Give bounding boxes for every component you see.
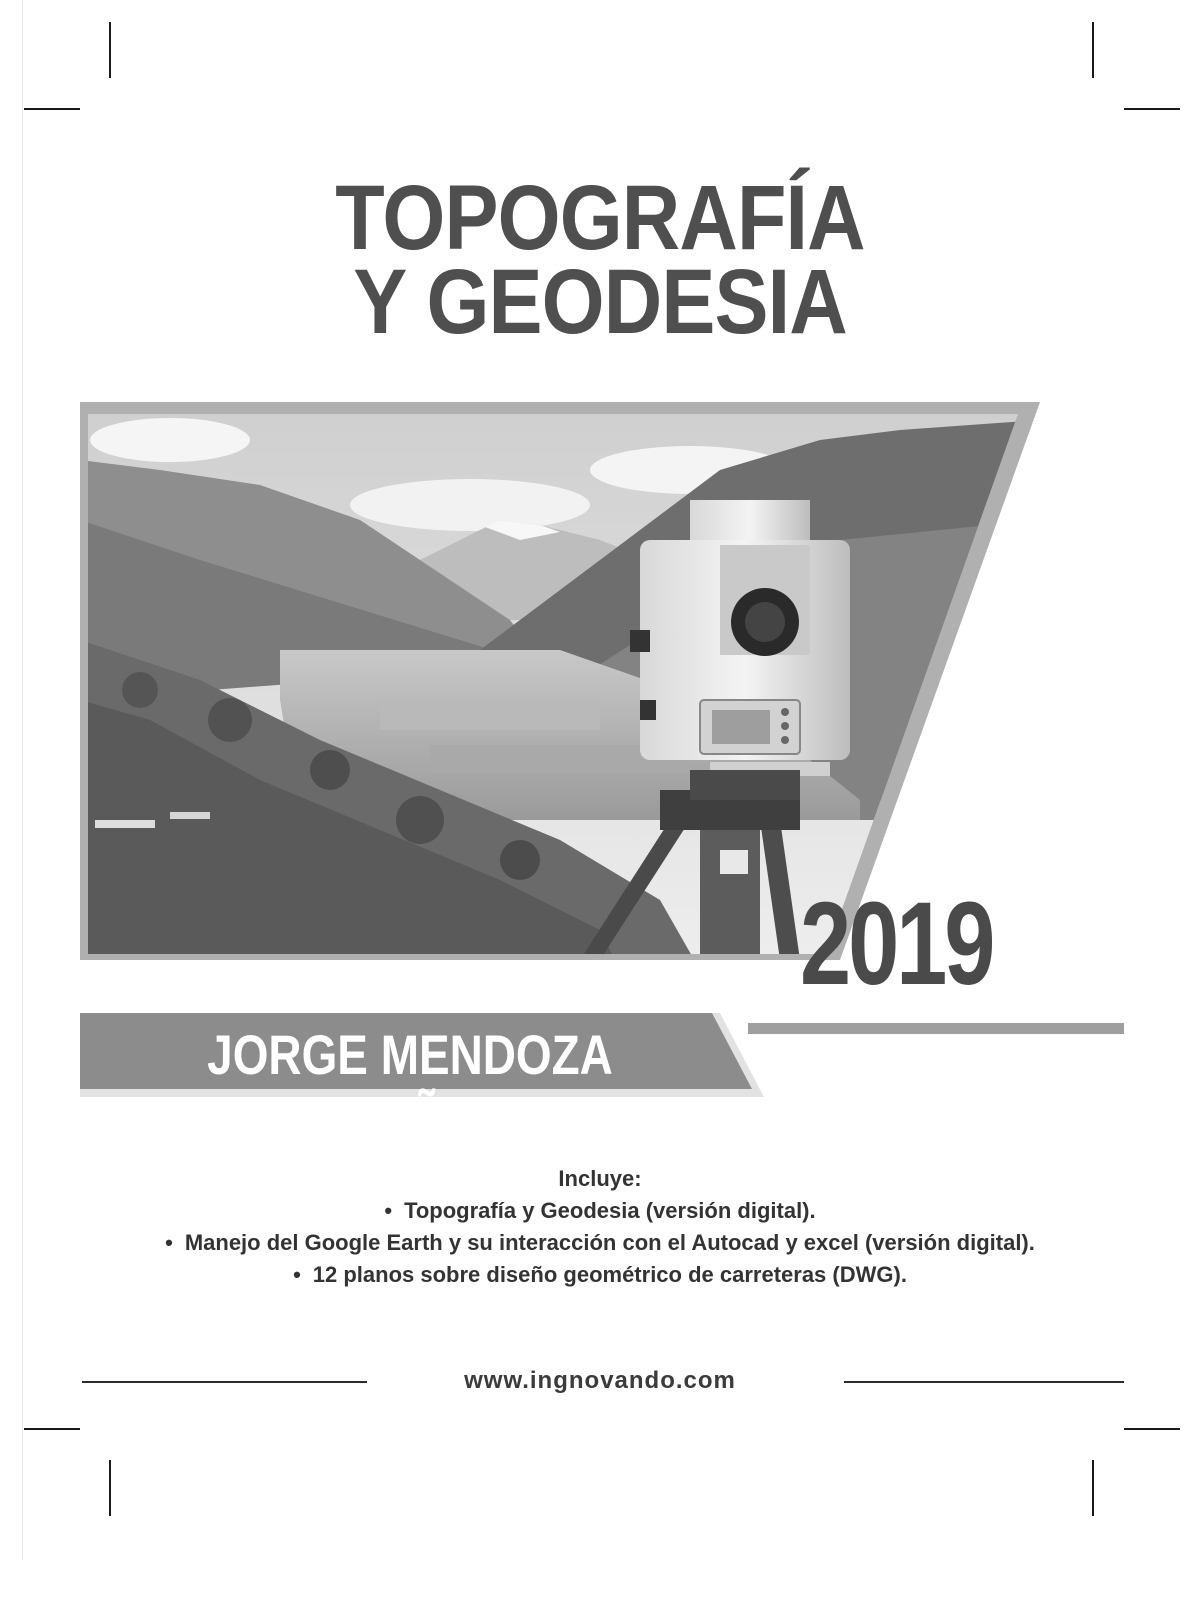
includes-item-text: 12 planos sobre diseño geométrico de carreteras (DWG). xyxy=(312,1262,907,1287)
cloud xyxy=(90,418,250,462)
website-link[interactable]: www.ingnovando.com xyxy=(464,1367,736,1394)
crop-mark-bottom-right-horizontal xyxy=(1124,1428,1180,1430)
crop-mark-bottom-right-vertical xyxy=(1092,1460,1094,1516)
crop-mark-bottom-left-horizontal xyxy=(24,1428,80,1430)
edition-year: 2019 xyxy=(800,878,993,1010)
includes-item-text: Topografía y Geodesia (versión digital). xyxy=(404,1198,816,1223)
book-title-line-2: Y GEODESIA xyxy=(353,251,847,353)
tree xyxy=(396,796,444,844)
field xyxy=(380,700,600,730)
includes-item xyxy=(0,1259,1200,1291)
includes-item-text: Manejo del Google Earth y su interacción con el Autocad y excel (versión digital). xyxy=(184,1230,1035,1255)
tree xyxy=(122,672,158,708)
book-title-line-1: TOPOGRAFÍA xyxy=(335,167,865,269)
includes-item xyxy=(0,1195,1200,1227)
roof xyxy=(95,820,155,828)
total-station xyxy=(630,500,850,800)
includes-item xyxy=(0,1227,1200,1259)
author-name: JORGE MENDOZA DUEÑAS xyxy=(207,1023,613,1150)
url-rule-right xyxy=(844,1381,1124,1383)
tree xyxy=(500,840,540,880)
includes-heading: Incluye: xyxy=(558,1166,642,1191)
year-underline xyxy=(748,1023,1124,1034)
bullet: • xyxy=(384,1198,393,1223)
bullet: • xyxy=(165,1230,173,1255)
bullet: • xyxy=(293,1262,301,1287)
roof xyxy=(170,812,210,819)
tree xyxy=(208,698,252,742)
includes-section xyxy=(0,1163,1200,1291)
tree xyxy=(310,750,350,790)
crop-mark-bottom-left-vertical xyxy=(109,1460,111,1516)
cloud xyxy=(350,479,590,531)
